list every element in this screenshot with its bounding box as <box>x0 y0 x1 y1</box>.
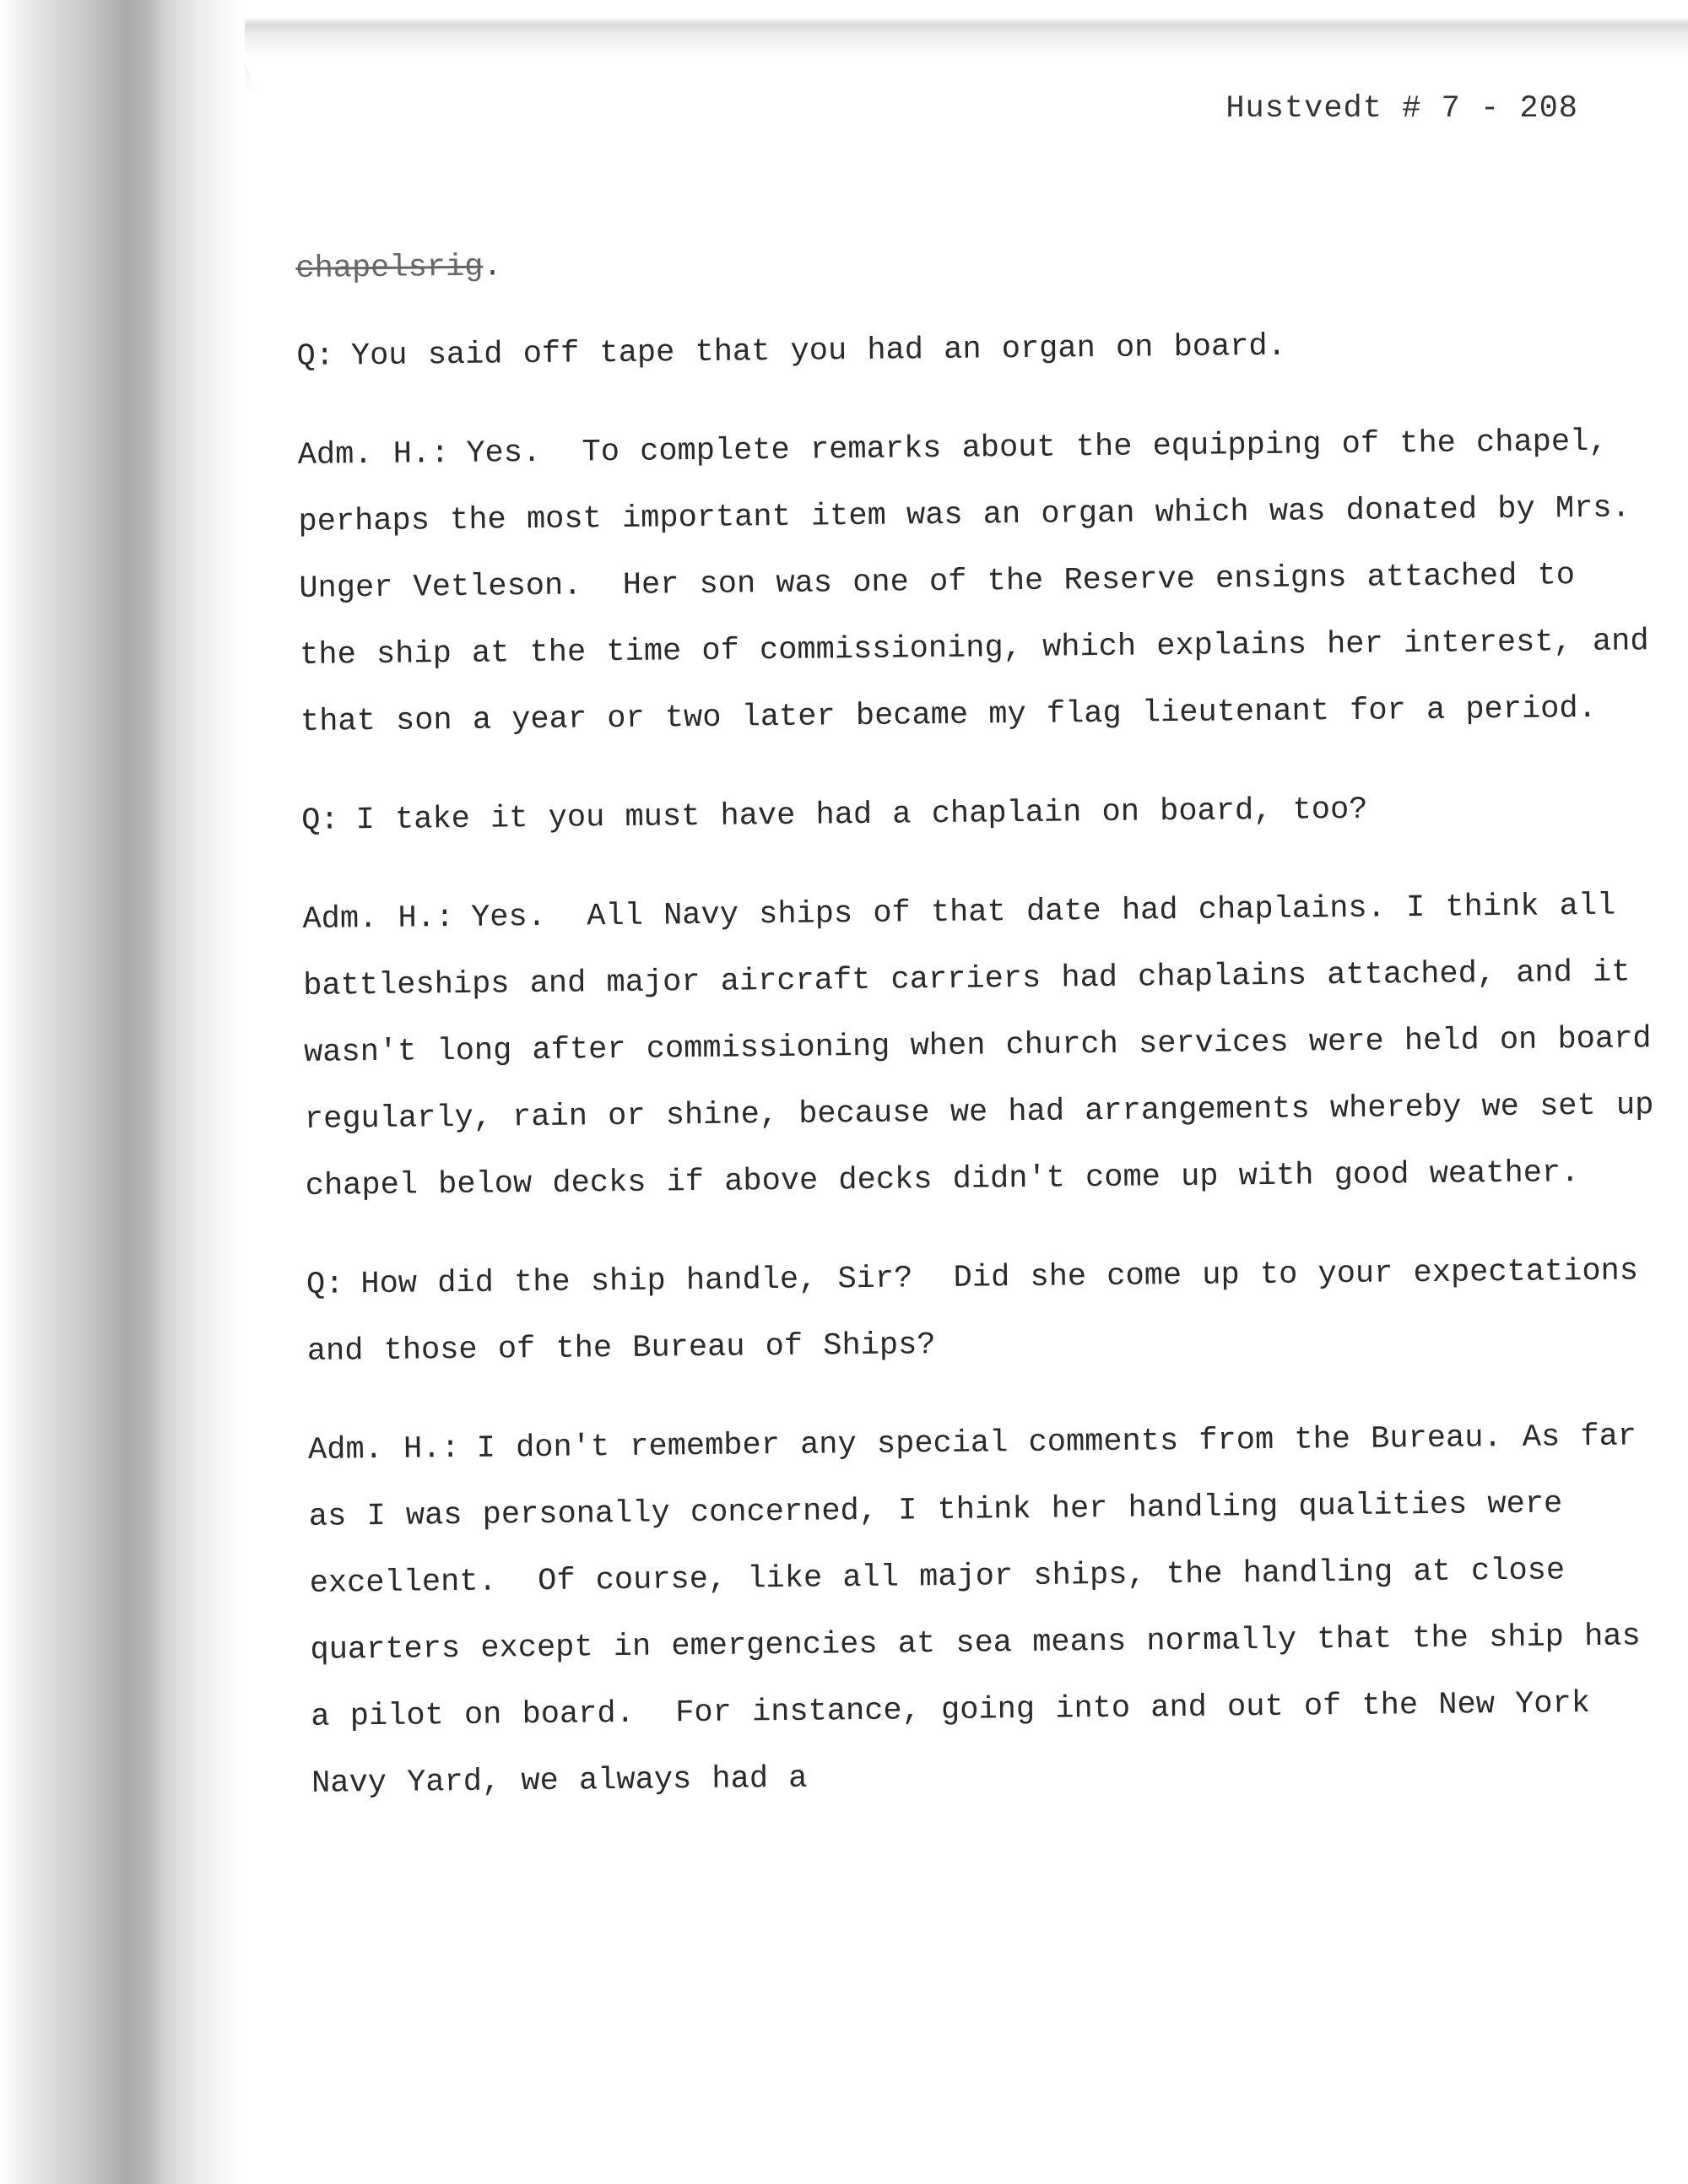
paragraph-text: You said off tape that you had an organ on board. <box>350 328 1287 375</box>
transcript-paragraph <box>306 1238 1658 1386</box>
struck-trailing: . <box>483 249 502 285</box>
transcript-paragraph <box>308 1403 1663 1818</box>
transcript-paragraph <box>296 310 1647 391</box>
paragraph-text: Yes. All Navy ships of that date had chaplains. I think all battleships and major aircraft carriers had chaplains attached, and it wasn't long after commissioning when church services were held on board regularly, rain or shine, because we had arrangements whereby we set up chapel below decks if above decks didn't come up with good weather. <box>303 888 1674 1204</box>
speaker-label: Q: <box>296 338 335 375</box>
speaker-label: Q: <box>301 803 339 839</box>
paragraph-text: I take it you must have had a chaplain on board, too? <box>355 792 1368 839</box>
struck-text: chapelsrig <box>295 249 484 287</box>
transcript-paragraph <box>297 408 1670 756</box>
page-number-header: Hustvedt # 7 - 208 <box>1225 91 1578 127</box>
speaker-label: Adm. H.: <box>302 900 455 938</box>
scan-binding-shadow <box>0 0 245 2184</box>
paragraph-text: How did the ship handle, Sir? Did she come up to your expectations and those of the Bureau of Ships? <box>306 1253 1659 1370</box>
paragraph-text: I don't remember any special comments from the Bureau. As far as I was personally concerned, I think her handling qualities were excellent. Of course, like all major ships, the handling at close quarters except in emergencies at sea means normally that the ship has a pilot on board. For instance, going into and out of the New York Navy Yard, we always had a <box>308 1419 1662 1802</box>
speaker-label: Adm. H.: <box>297 436 450 473</box>
struck-fragment <box>295 222 1647 302</box>
scan-top-edge <box>0 0 1688 59</box>
speaker-label: Adm. H.: <box>307 1431 460 1468</box>
transcript-paragraph <box>301 774 1653 855</box>
paragraph-text: Yes. To complete remarks about the equipping of the chapel, perhaps the most important item was an organ which was donated by Mrs. Unger Vetleson. Her son was one of the Reserve ensigns attached to the ship at the time of commissioning, which explains her interest, and that son a year or two later became my flag lieutenant for a period. <box>298 424 1670 740</box>
speaker-label: Q: <box>306 1267 344 1303</box>
transcript-paragraph <box>302 873 1674 1220</box>
transcript-body <box>295 222 1674 2143</box>
